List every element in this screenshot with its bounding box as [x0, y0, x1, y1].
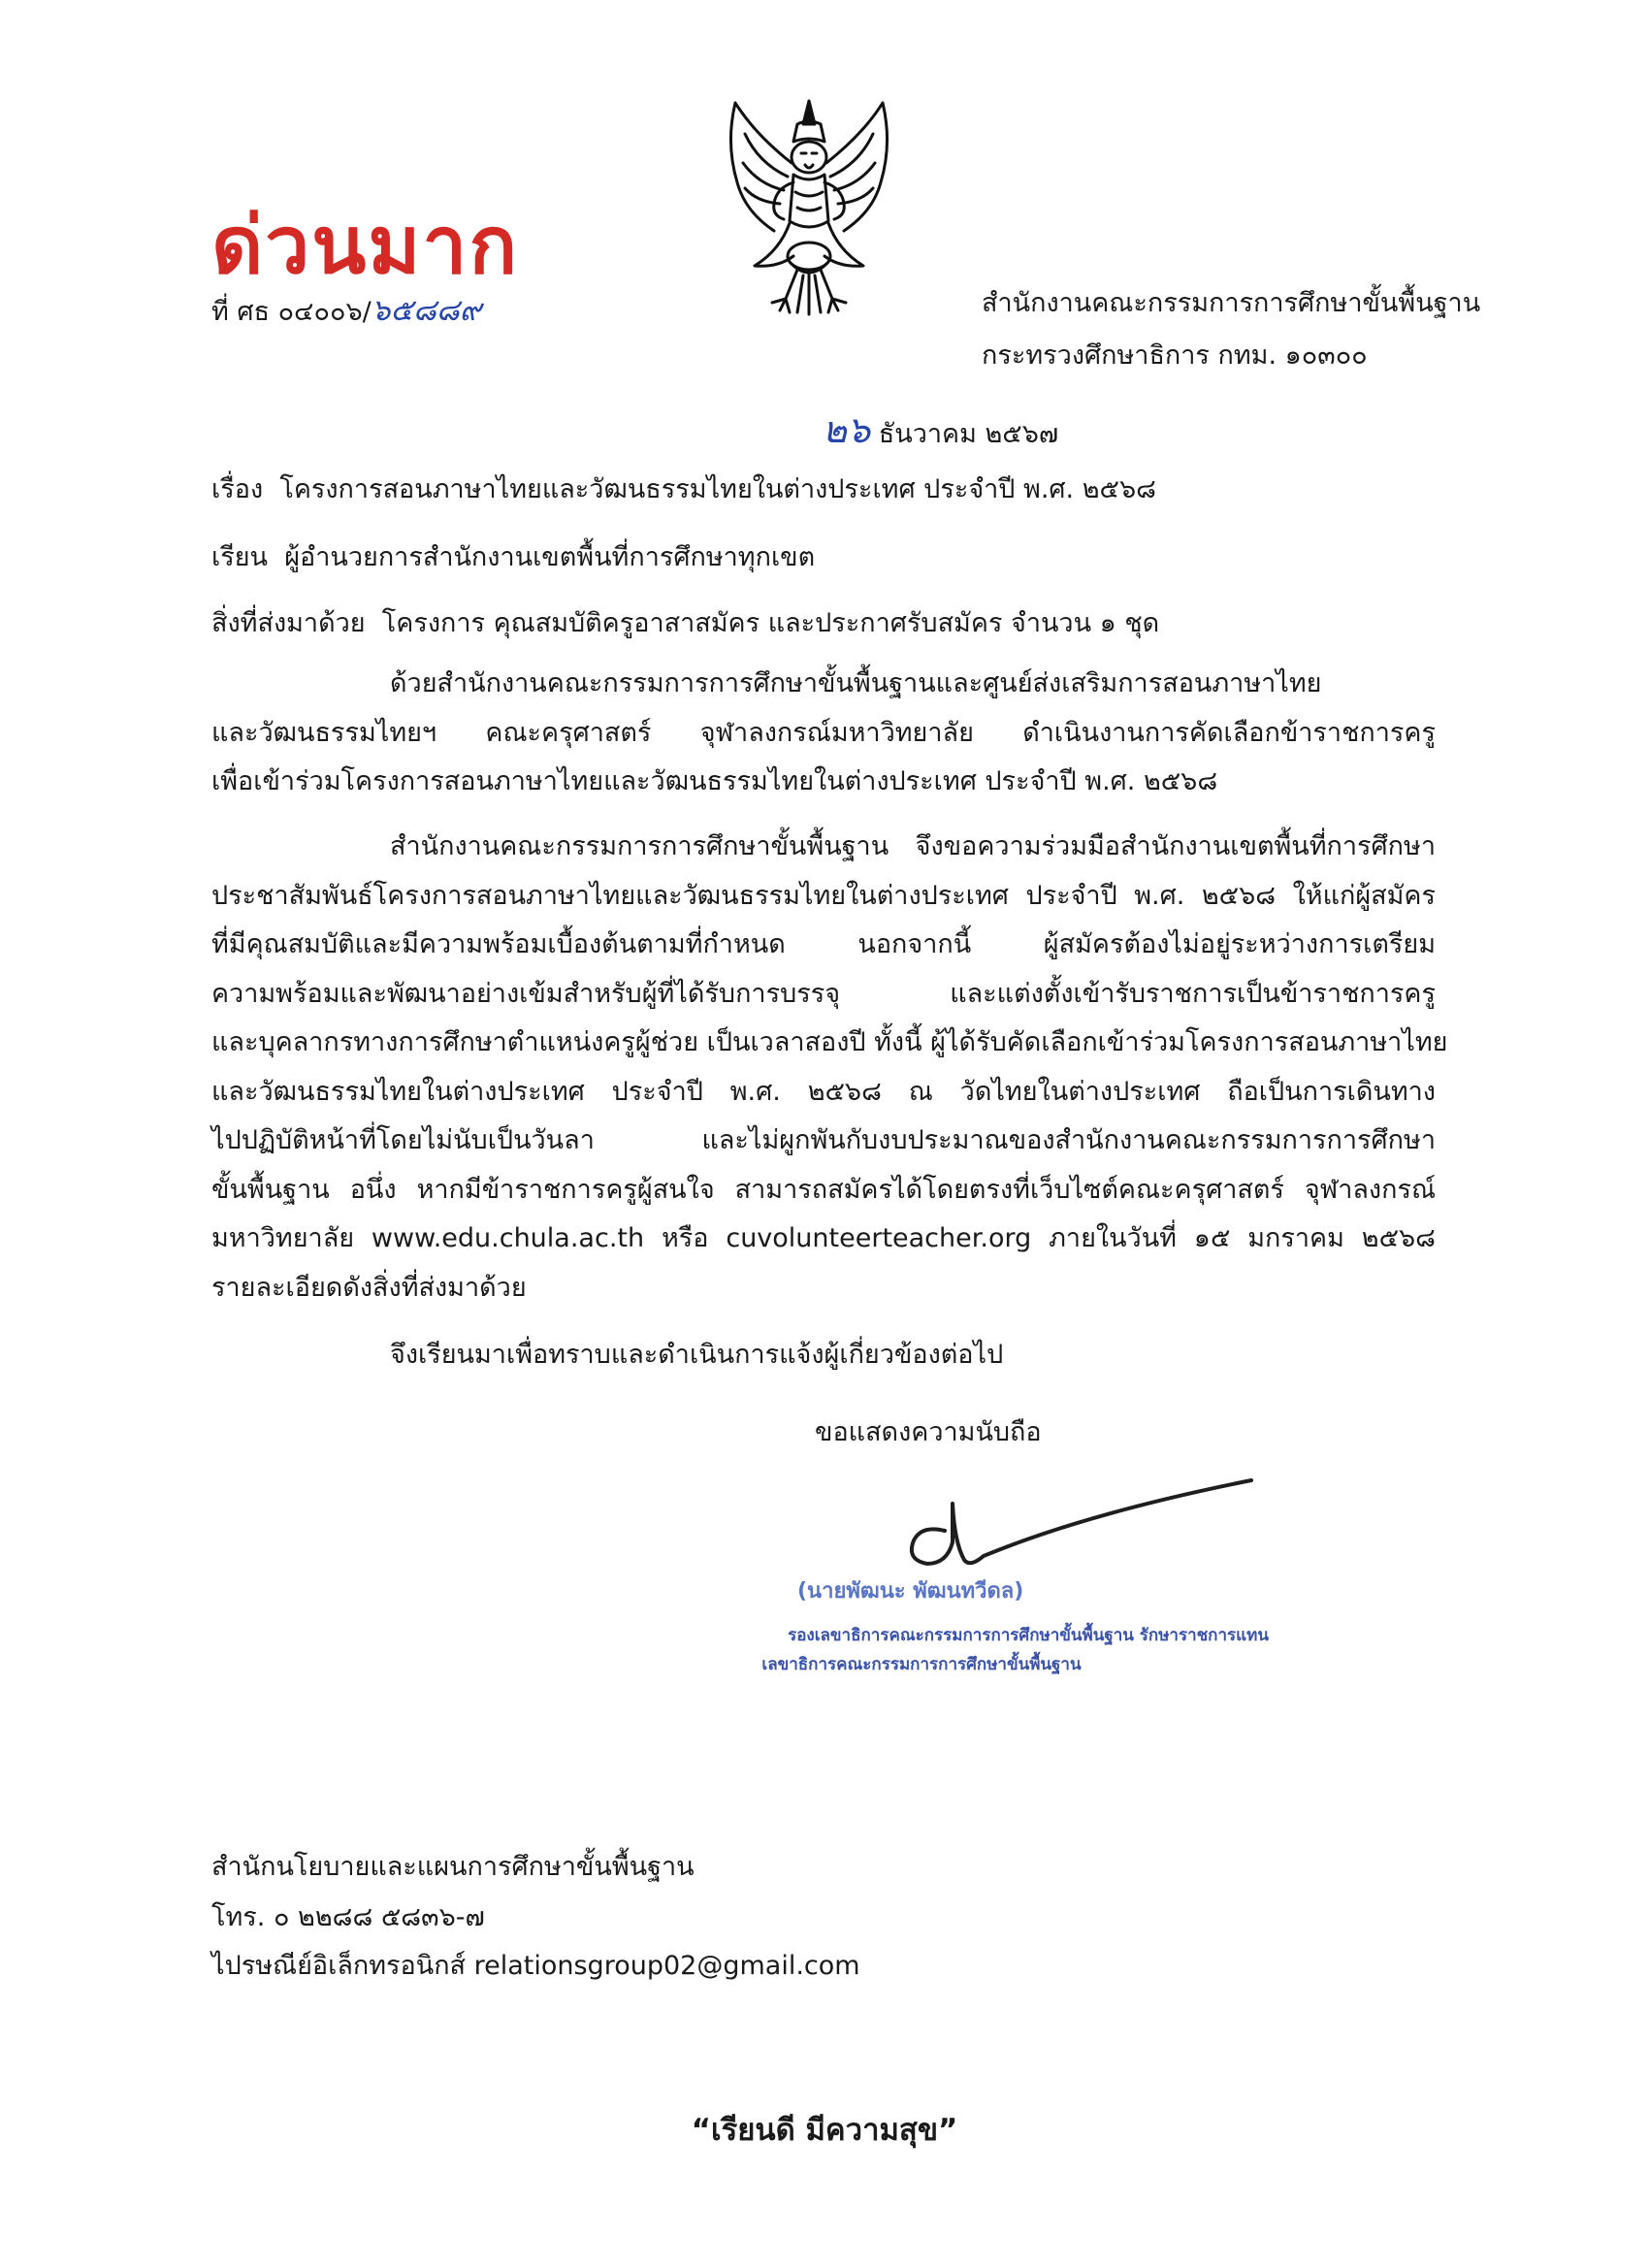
paragraph-line: และวัฒนธรรมไทยฯ คณะครุศาสตร์ จุฬาลงกรณ์มหาวิทยาลัย ดำเนินงานการคัดเลือกข้าราชการครู [211, 717, 1436, 748]
footer-phone: โทร. ๐ ๒๒๘๘ ๕๘๓๖-๗ [211, 1902, 485, 1932]
paragraph-line: และวัฒนธรรมไทยในต่างประเทศ ประจำปี พ.ศ. ๒๕๖๘ ณ วัดไทยในต่างประเทศ ถือเป็นการเดินทาง [211, 1076, 1436, 1107]
recipient-line [211, 535, 815, 577]
paragraph-line: สำนักงานคณะกรรมการการศึกษาขั้นพื้นฐาน จึงขอความร่วมมือสำนักงานเขตพื้นที่การศึกษา [390, 831, 1436, 861]
reference-number [211, 285, 481, 334]
signatory-name: (นายพัฒนะ พัฒนทวีดล) [797, 1579, 1024, 1604]
paragraph-line: มหาวิทยาลัย www.edu.chula.ac.th หรือ cuvolunteerteacher.org ภายในวันที่ ๑๕ มกราคม ๒๕๖๘ [211, 1223, 1436, 1253]
signatory-position-1: รองเลขาธิการคณะกรรมการการศึกษาขั้นพื้นฐาน รักษาราชการแทน [788, 1626, 1269, 1645]
paragraph-line: และบุคลากรทางการศึกษาตำแหน่งครูผู้ช่วย เป็นเวลาสองปี ทั้งนี้ ผู้ได้รับคัดเลือกเข้าร่วมโครงการสอนภาษาไทย [211, 1027, 1448, 1057]
paragraph-line: เพื่อเข้าร่วมโครงการสอนภาษาไทยและวัฒนธรรมไทยในต่างประเทศ ประจำปี พ.ศ. ๒๕๖๘ [211, 766, 1218, 796]
date-day-handwritten: ๒๖ [823, 408, 871, 451]
body-paragraph-1 [211, 660, 1436, 807]
attachment-label: สิ่งที่ส่งมาด้วย [211, 608, 366, 638]
reference-prefix: ที่ ศธ ๐๔๐๐๖/ [211, 297, 372, 327]
organization-name: สำนักงานคณะกรรมการการศึกษาขั้นพื้นฐาน [982, 288, 1481, 318]
date-month-year: ธันวาคม ๒๕๖๗ [870, 419, 1059, 449]
body-paragraph-3: จึงเรียนมาเพื่อทราบและดำเนินการแจ้งผู้เกี่ยวข้องต่อไป [390, 1340, 1004, 1370]
organization-address: กระทรวงศึกษาธิการ กทม. ๑๐๓๐๐ [982, 340, 1368, 371]
body-paragraph-2 [211, 823, 1448, 1312]
subject-label: เรื่อง [211, 474, 264, 504]
paragraph-line: ด้วยสำนักงานคณะกรรมการการศึกษาขั้นพื้นฐานและศูนย์ส่งเสริมการสอนภาษาไทย [390, 668, 1322, 698]
recipient-text: ผู้อำนวยการสำนักงานเขตพื้นที่การศึกษาทุกเขต [284, 542, 816, 572]
attachment-text: โครงการ คุณสมบัติครูอาสาสมัคร และประกาศรับสมัคร จำนวน ๑ ชุด [381, 608, 1160, 638]
recipient-label: เรียน [211, 542, 269, 572]
closing-phrase: ขอแสดงความนับถือ [815, 1417, 1042, 1447]
letter-date [823, 400, 1058, 459]
paragraph-line: ที่มีคุณสมบัติและมีความพร้อมเบื้องต้นตามที่กำหนด นอกจากนี้ ผู้สมัครต้องไม่อยู่ระหว่างการเตรียม [211, 929, 1436, 959]
subject-text: โครงการสอนภาษาไทยและวัฒนธรรมไทยในต่างประเทศ ประจำปี พ.ศ. ๒๕๖๘ [279, 474, 1156, 504]
subject-line [211, 468, 1156, 509]
paragraph-line: รายละเอียดดังสิ่งที่ส่งมาด้วย [211, 1272, 527, 1303]
paragraph-line: ประชาสัมพันธ์โครงการสอนภาษาไทยและวัฒนธรรมไทยในต่างประเทศ ประจำปี พ.ศ. ๒๕๖๘ ให้แก่ผู้สมัคร [211, 880, 1436, 911]
reference-handwritten: ๖๕๘๘๙ [371, 293, 482, 328]
paragraph-line: ขั้นพื้นฐาน อนึ่ง หากมีข้าราชการครูผู้สนใจ สามารถสมัครได้โดยตรงที่เว็บไซต์คณะครุศาสตร์ จุฬาลงกรณ์ [211, 1174, 1436, 1205]
attachment-line [211, 601, 1159, 643]
garuda-emblem-icon [716, 95, 902, 320]
paragraph-line: ความพร้อมและพัฒนาอย่างเข้มสำหรับผู้ที่ได้รับการบรรจุ และแต่งตั้งเข้ารับราชการเป็นข้าราชการครู [211, 978, 1436, 1009]
handwritten-signature-icon [892, 1474, 1261, 1581]
footer-email: ไปรษณีย์อิเล็กทรอนิกส์ relationsgroup02@gmail.com [211, 1951, 860, 1981]
urgency-stamp: ด่วนมาก [211, 199, 520, 292]
signatory-position-2: เลขาธิการคณะกรรมการการศึกษาขั้นพื้นฐาน [761, 1655, 1082, 1674]
motto: “เรียนดี มีความสุข” [691, 2113, 958, 2148]
paragraph-line: ไปปฏิบัติหน้าที่โดยไม่นับเป็นวันลา และไม่ผูกพันกับงบประมาณของสำนักงานคณะกรรมการการศึกษา [211, 1125, 1436, 1155]
footer-office: สำนักนโยบายและแผนการศึกษาขั้นพื้นฐาน [211, 1852, 695, 1882]
